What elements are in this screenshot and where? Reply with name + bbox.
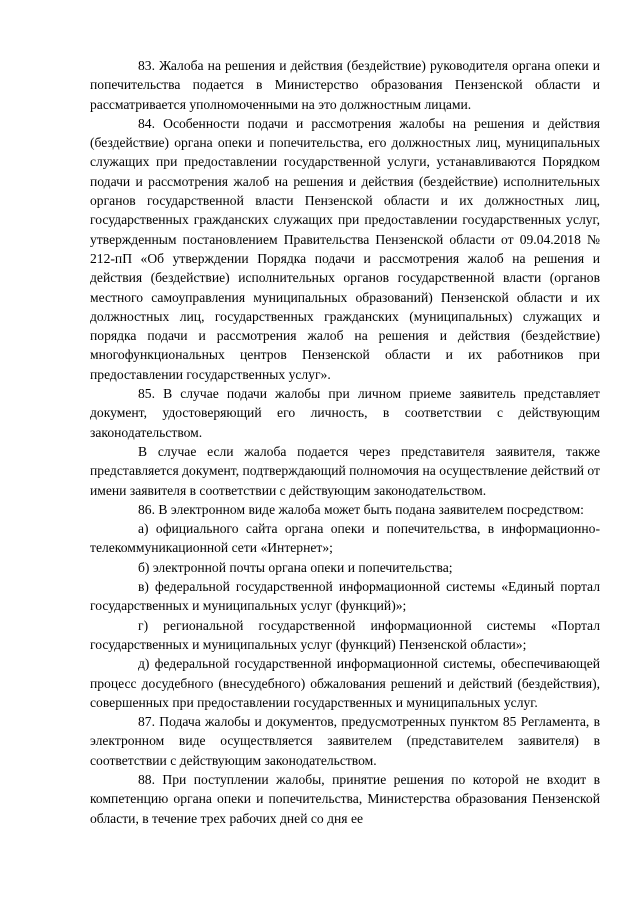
paragraph-86-item-d: д) федеральной государственной информационной системы, обеспечивающей процесс досудебного (внесудебного) обжалования решений и действий (бездействия), совершенных при предоставлении государственных и муниципальных услуг.	[90, 656, 600, 710]
paragraph-86-item-v: в) федеральной государственной информационной системы «Единый портал государственных и муниципальных услуг (функций)»;	[90, 579, 600, 614]
paragraph-86-item-b: б) электронной почты органа опеки и попечительства;	[138, 559, 453, 575]
paragraph-88: 88. При поступлении жалобы, принятие решения по которой не входит в компетенцию органа опеки и попечительства, Министерства образования Пензенской области, в течение трех рабочих дней со дня ее	[90, 771, 600, 826]
paragraph-86-item-g: г) региональной государственной информационной системы «Портал государственных и муниципальных услуг (функций) Пензенской области»;	[90, 617, 600, 652]
paragraph-85: 85. В случае подачи жалобы при личном приеме заявитель представляет документ, удостоверяющий его личность, в соответствии с действующим законодательством.	[90, 386, 600, 440]
paragraph-87: 87. Подача жалобы и документов, предусмотренных пунктом 85 Регламента, в электронном виде осуществляется заявителем (представителем заявителя) в соответствии с действующим законодательством.	[90, 714, 600, 768]
paragraph-83: 83. Жалоба на решения и действия (бездействие) руководителя органа опеки и попечительства подается в Министерство образования Пензенской области и рассматривается уполномоченными на это должностным лицами.	[90, 58, 600, 112]
paragraph-86: 86. В электронном виде жалоба может быть подана заявителем посредством:	[138, 501, 584, 517]
paragraph-85-representative: В случае если жалоба подается через представителя заявителя, также представляется документ, подтверждающий полномочия на осуществление действий от имени заявителя в соответствии с действующим законодательством.	[90, 443, 600, 498]
document-page	[90, 56, 600, 828]
paragraph-84: 84. Особенности подачи и рассмотрения жалобы на решения и действия (бездействие) органа опеки и попечительства, его должностных лиц, муниципальных служащих при предоставлении государственной услуги, устанавливаются Порядком подачи и рассмотрения жалоб на решения и действия (бездействие) исполнительных органов государственной власти Пензенской области и их должностных лиц, государственных гражданских служащих при предоставлении государственных услуг, утвержденным постановлением Правительства Пензенской области от 09.04.2018 № 212-пП «Об утверждении Порядка подачи и рассмотрения жалоб на решения и действия (бездействие) исполнительных органов государственной власти (органов местного самоуправления муниципальных образований) Пензенской области и их должностных лиц, государственных гражданских (муниципальных) служащих и порядка подачи и рассмотрения жалоб на решения и действия (бездействие) многофункциональных центров Пензенской области и их работников при предоставлении государственных услуг».	[90, 115, 600, 382]
paragraph-86-item-a: а) официального сайта органа опеки и попечительства, в информационно-телекоммуникационной сети «Интернет»;	[90, 521, 600, 556]
